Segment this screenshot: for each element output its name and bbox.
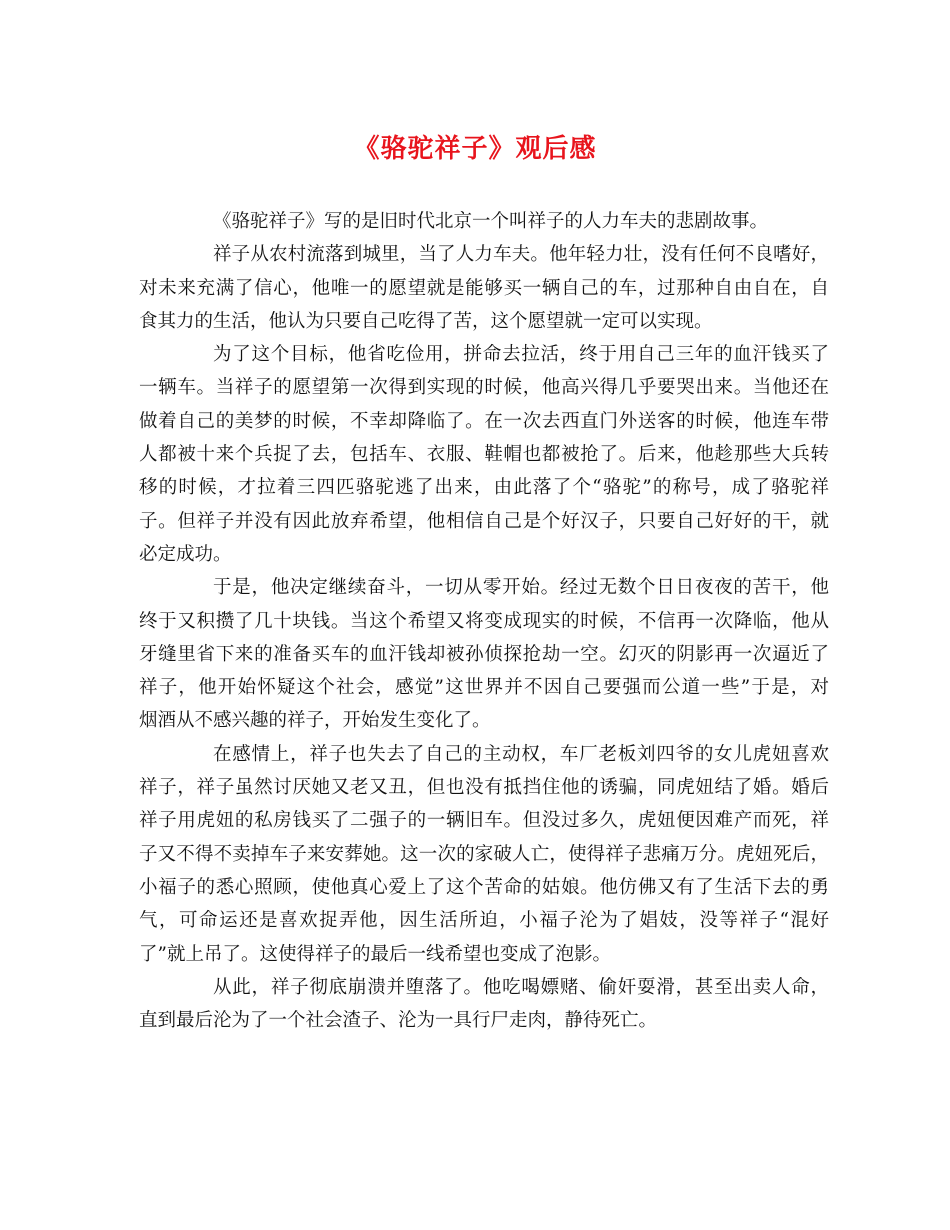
paragraph-line: 烟酒从不感兴趣的祥子，开始发生变化了。: [139, 710, 491, 732]
paragraph-line: 《骆驼祥子》写的是旧时代北京一个叫祥子的人力车夫的悲剧故事。: [213, 211, 769, 232]
paragraph-line: 必定成功。: [139, 543, 232, 565]
paragraph: [139, 971, 829, 1038]
paragraph: [139, 571, 829, 737]
paragraph-line: 子又不得不卖掉车子来安葬她。这一次的家破人亡，使得祥子悲痛万分。虎妞死后，: [139, 843, 829, 865]
paragraph: [139, 205, 829, 238]
paragraph-line: 食其力的生活，他认为只要自己吃得了苦，这个愿望就一定可以实现。: [139, 310, 713, 332]
paragraph: [139, 338, 829, 571]
paragraph-line: 在感情上，祥子也失去了自己的主动权，车厂老板刘四爷的女儿虎妞喜欢: [213, 743, 829, 765]
paragraph-line: 祥子，祥子虽然讨厌她又老又丑，但也没有抵挡住他的诱骗，同虎妞结了婚。婚后: [139, 777, 829, 799]
paragraph-line: 终于又积攒了几十块钱。当这个希望又将变成现实的时候，不信再一次降临，他从: [139, 610, 829, 632]
paragraph-line: 人都被十来个兵捉了去，包括车、衣服、鞋帽也都被抢了。后来，他趁那些大兵转: [139, 444, 829, 466]
document-body: [139, 205, 829, 1037]
paragraph-line: 对未来充满了信心，他唯一的愿望就是能够买一辆自己的车，过那种自由自在，自: [139, 277, 829, 299]
paragraph-line: 为了这个目标，他省吃俭用，拼命去拉活，终于用自己三年的血汗钱买了: [213, 344, 829, 366]
paragraph-line: 一辆车。当祥子的愿望第一次得到实现的时候，他高兴得几乎要哭出来。当他还在: [139, 377, 829, 399]
document-title: 《骆驼祥子》观后感: [353, 134, 597, 164]
paragraph-line: 了”就上吊了。这使得祥子的最后一线希望也变成了泡影。: [139, 943, 611, 965]
paragraph-line: 移的时候，才拉着三四匹骆驼逃了出来，由此落了个“骆驼”的称号，成了骆驼祥: [139, 477, 829, 499]
paragraph-line: 气，可命运还是喜欢捉弄他，因生活所迫，小福子沦为了娼妓，没等祥子“混好: [139, 910, 829, 932]
paragraph-line: 祥子用虎妞的私房钱买了二强子的一辆旧车。但没过多久，虎妞便因难产而死，祥: [139, 810, 829, 832]
paragraph-line: 于是，他决定继续奋斗，一切从零开始。经过无数个日日夜夜的苦干，他: [213, 577, 829, 599]
paragraph-line: 祥子，他开始怀疑这个社会，感觉”这世界并不因自己要强而公道一些”于是，对: [139, 677, 829, 699]
paragraph-line: 直到最后沦为了一个社会渣子、沦为一具行尸走肉，静待死亡。: [139, 1010, 658, 1032]
paragraph: [139, 738, 829, 971]
paragraph: [139, 238, 829, 338]
paragraph-line: 子。但祥子并没有因此放弃希望，他相信自己是个好汉子，只要自己好好的干，就: [139, 510, 829, 532]
paragraph-line: 牙缝里省下来的准备买车的血汗钱却被孙侦探抢劫一空。幻灭的阴影再一次逼近了: [139, 643, 829, 665]
paragraph-line: 小福子的悉心照顾，使他真心爱上了这个苦命的姑娘。他仿佛又有了生活下去的勇: [139, 876, 829, 898]
paragraph-line: 祥子从农村流落到城里，当了人力车夫。他年轻力壮，没有任何不良嗜好，: [213, 244, 829, 266]
paragraph-line: 做着自己的美梦的时候，不幸却降临了。在一次去西直门外送客的时候，他连车带: [139, 410, 829, 432]
paragraph-line: 从此，祥子彻底崩溃并堕落了。他吃喝嫖赌、偷奸耍滑，甚至出卖人命，: [213, 976, 829, 998]
